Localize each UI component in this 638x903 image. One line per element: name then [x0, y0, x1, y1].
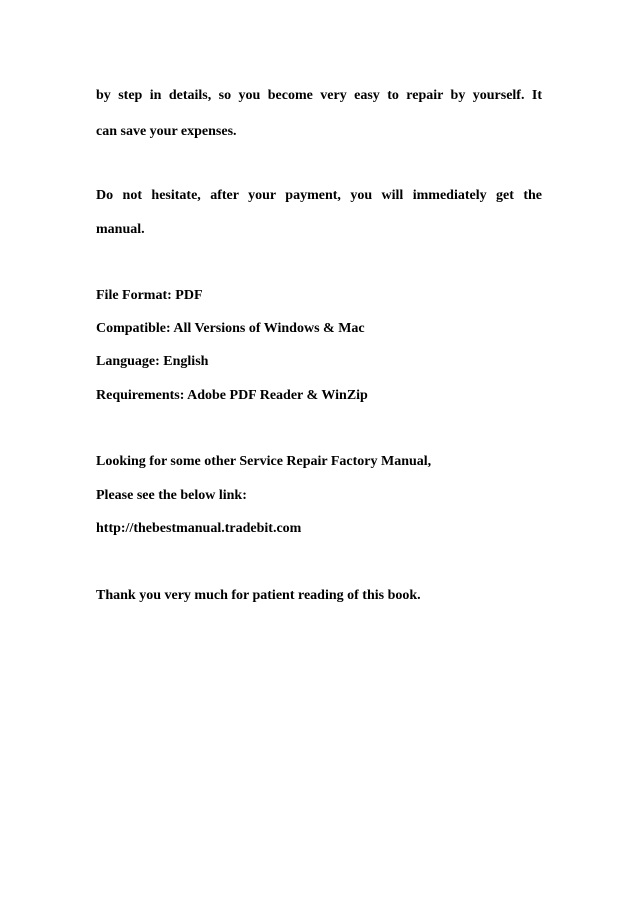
paragraph-payment-line-1: Do not hesitate, after your payment, you will immediately get the	[96, 188, 542, 203]
looking-for-manual-line: Looking for some other Service Repair Factory Manual,	[96, 454, 432, 469]
compatible-line: Compatible: All Versions of Windows & Mac	[96, 321, 365, 336]
manual-url-link[interactable]: http://thebestmanual.tradebit.com	[96, 521, 302, 536]
file-format-line: File Format: PDF	[96, 288, 203, 303]
paragraph-repair-line-1: by step in details, so you become very easy to repair by yourself. It	[96, 88, 542, 103]
requirements-line: Requirements: Adobe PDF Reader & WinZip	[96, 388, 368, 403]
paragraph-payment-line-2: manual.	[96, 222, 145, 237]
closing-thank-you-line: Thank you very much for patient reading of this book.	[96, 588, 421, 603]
paragraph-repair-line-2: can save your expenses.	[96, 124, 237, 139]
language-line: Language: English	[96, 354, 209, 369]
please-see-link-line: Please see the below link:	[96, 488, 247, 503]
